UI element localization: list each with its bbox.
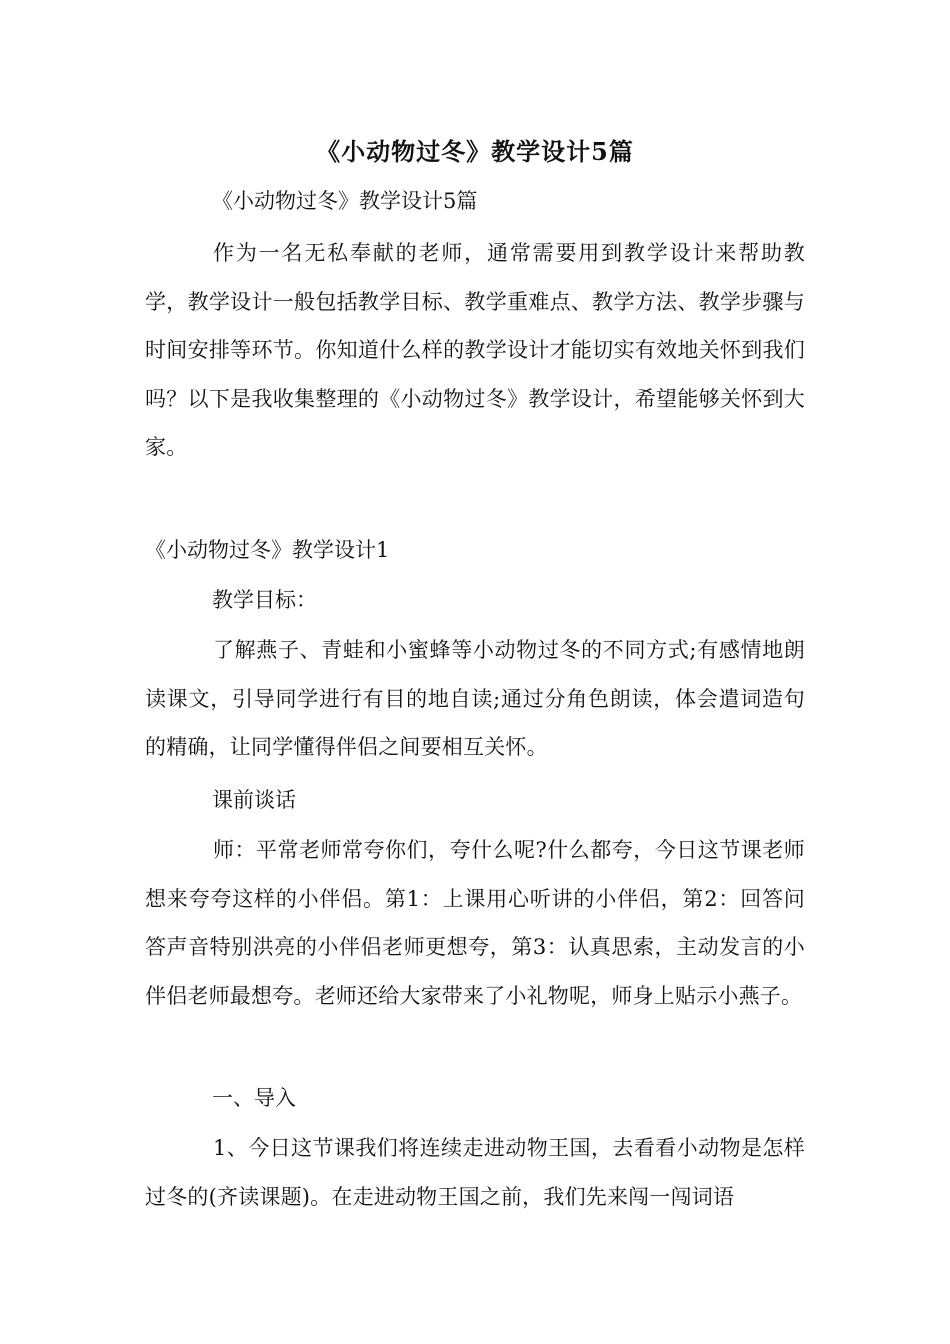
pre-talk-heading: 课前谈话 [212, 788, 296, 812]
goals-heading: 教学目标： [212, 588, 317, 612]
document-title: 《小动物过冬》教学设计5篇 [316, 137, 634, 166]
part-one-heading: 一、导入 [212, 1086, 296, 1110]
part-one-paragraph: 1、今日这节课我们将连续走进动物王国，去看看小动物是怎样过冬的(齐读课题)。在走进动物王国之前，我们先来闯一闯词语 [145, 1136, 805, 1209]
pre-talk-paragraph: 师：平常老师常夸你们，夸什么呢?什么都夸，今日这节课老师想来夸夸这样的小伴侣。第1：上课用心听讲的小伴侣，第2：回答问答声音特别洪亮的小伴侣老师更想夸，第3：认真思索，主动发言的小伴侣老师最想夸。老师还给大家带来了小礼物呢，师身上贴示小燕子。 [145, 838, 805, 1008]
intro-paragraph: 作为一名无私奉献的老师，通常需要用到教学设计来帮助教学，教学设计一般包括教学目标、教学重难点、教学方法、教学步骤与时间安排等环节。你知道什么样的教学设计才能切实有效地关怀到我们吗？以下是我收集整理的《小动物过冬》教学设计，希望能够关怀到大家。 [145, 241, 805, 460]
section-heading: 《小动物过冬》教学设计1 [145, 538, 390, 562]
document-subtitle: 《小动物过冬》教学设计5篇 [212, 189, 478, 213]
goals-paragraph: 了解燕子、青蛙和小蜜蜂等小动物过冬的不同方式;有感情地朗读课文，引导同学进行有目的地自读;通过分角色朗读，体会遣词造句的精确，让同学懂得伴侣之间要相互关怀。 [145, 638, 805, 760]
